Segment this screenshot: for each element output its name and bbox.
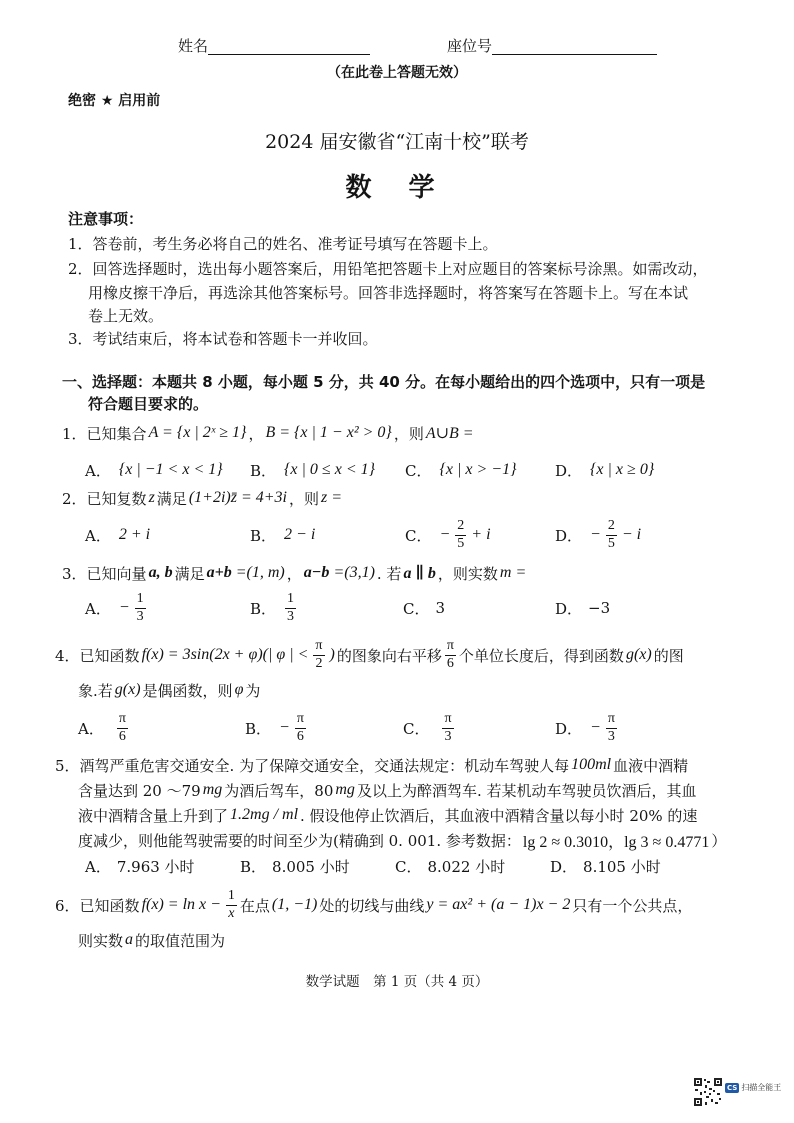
fraction: [117, 711, 128, 744]
option-label: A．: [85, 461, 111, 480]
math-expr: A = {x | 2ˣ ≥ 1}: [148, 424, 247, 441]
question-number: 6．: [55, 896, 80, 915]
question-2: [62, 480, 344, 516]
math-expr: =(3,1): [333, 564, 375, 581]
option-b: [250, 517, 317, 553]
instruction-item-2-cont: 用橡皮擦干净后，再选涂其他答案标号。回答非选择题时，将答案写在答题卡上。写在本试: [88, 283, 689, 302]
page-footer: 数学试题 第 1 页（共 4 页）: [305, 974, 489, 990]
option-label: C．: [405, 461, 432, 480]
option-label: D．: [555, 599, 583, 618]
option-c: [395, 848, 505, 884]
option-math: {x | x > −1}: [439, 461, 517, 478]
fraction-numerator: 1: [226, 888, 237, 905]
question-text: 满足: [156, 489, 187, 508]
option-a: [85, 590, 149, 626]
fraction: [606, 518, 617, 551]
option-text: 8.105 小时: [583, 857, 661, 876]
fraction: [455, 518, 466, 551]
question-number: 5．: [55, 756, 80, 775]
fraction-denominator: 3: [607, 728, 615, 744]
math-expr: mg: [335, 781, 355, 798]
option-text: 8.022 小时: [427, 857, 506, 876]
question-text: 满足: [174, 564, 205, 583]
option-label: B．: [240, 857, 267, 876]
secret-mark: 绝密 ★ 启用前: [68, 93, 161, 109]
instruction-item-2-cont2: 卷上无效。: [88, 306, 164, 325]
option-d: [555, 710, 620, 746]
math-expr: B = {x | 1 − x² > 0}: [265, 424, 392, 441]
option-label: A．: [85, 526, 111, 545]
fraction: [135, 591, 146, 624]
math-expr: g(x): [625, 646, 652, 663]
option-label: B．: [250, 461, 277, 480]
fraction-denominator: 3: [136, 608, 144, 624]
question-text: 是偶函数，则: [142, 681, 233, 700]
question-text: 处的切线与曲线: [319, 896, 425, 915]
question-text: 酒驾严重危害交通安全. 为了保障交通安全，交通法规定：机动车驾驶人每: [79, 756, 570, 775]
option-label: B．: [245, 719, 272, 738]
question-4-cont: [78, 672, 260, 708]
option-b: [240, 848, 350, 884]
math-expr: ): [329, 646, 335, 663]
option-math: 2 + i: [118, 526, 151, 543]
option-d: [555, 517, 643, 553]
option-label: A．: [85, 857, 111, 876]
question-text: 只有一个公共点，: [572, 896, 693, 915]
option-label: C．: [405, 526, 432, 545]
question-4-options: [0, 710, 794, 746]
option-math: 3: [435, 599, 446, 617]
math-expr: y = ax² + (a − 1)x − 2: [426, 896, 571, 913]
qr-code-icon: [693, 1077, 723, 1107]
math-expr: (1+2i)z̄ = 4+3i: [188, 489, 287, 506]
math-expr: a: [125, 931, 134, 948]
fraction-numerator: π: [295, 711, 306, 728]
math-expr: f(x) = ln x −: [141, 896, 221, 913]
question-text: ，: [248, 424, 264, 443]
option-sign: −: [590, 526, 601, 543]
question-text: 已知函数: [79, 896, 140, 915]
fraction-numerator: 1: [135, 591, 146, 608]
fraction-denominator: 2: [315, 655, 323, 671]
section-heading-cont: 符合题目要求的。: [88, 394, 209, 413]
question-text: 及以上为醉酒驾车. 若某机动车驾驶员饮酒后，其血: [356, 781, 697, 800]
fraction-numerator: π: [442, 711, 453, 728]
option-b: [245, 710, 309, 746]
question-text: . 假设他停止饮酒后，其血液中酒精含量以每小时 20% 的速: [300, 806, 698, 825]
option-text: 7.963 小时: [116, 857, 195, 876]
question-number: 1．: [62, 424, 87, 443]
seat-underline: [492, 36, 657, 55]
math-expr: φ: [234, 681, 244, 698]
fraction-numerator: 2: [455, 518, 466, 535]
question-text: 为酒后驾车，80: [224, 781, 334, 800]
question-text: 个单位长度后，得到函数: [458, 646, 624, 665]
option-sign: −: [118, 599, 130, 616]
option-b: [250, 590, 299, 626]
option-math: + i: [471, 526, 491, 543]
fraction-denominator: 5: [607, 535, 615, 551]
option-label: D．: [555, 461, 583, 480]
option-math: − i: [621, 526, 642, 543]
fraction: [445, 638, 456, 671]
question-number: 4．: [55, 646, 80, 665]
vector-expr: a+b: [206, 564, 232, 581]
invalid-notice: （在此卷上答题无效）: [327, 65, 467, 81]
fraction: [226, 888, 237, 921]
math-expr: mg: [202, 781, 223, 798]
question-text: 已知复数: [86, 489, 147, 508]
question-text: ，则: [288, 489, 319, 508]
subject-title: 数 学: [345, 172, 449, 203]
option-label: C．: [403, 719, 430, 738]
instruction-item-1: 1．答卷前，考生务必将自己的姓名、准考证号填写在答题卡上。: [68, 234, 498, 253]
vector-expr: a ∥ b: [403, 565, 436, 582]
option-label: A．: [85, 599, 111, 618]
option-c: [403, 590, 445, 626]
question-text: 液中酒精含量上升到了: [78, 806, 229, 825]
math-expr: A∪B =: [425, 425, 474, 442]
question-text: ）: [711, 831, 727, 850]
question-text: . 若: [376, 564, 402, 583]
option-text: 8.005 小时: [272, 857, 350, 876]
option-sign: −: [279, 719, 290, 736]
fraction: [285, 591, 296, 624]
scanner-logo-badge: CS: [727, 1083, 738, 1092]
option-d: [555, 590, 610, 626]
option-math: −3: [588, 599, 611, 617]
exam-title: 2024 届安徽省“江南十校”联考: [265, 130, 529, 153]
question-number: 3．: [62, 564, 87, 583]
question-text: 度减少，则他能驾驶需要的时间至少为(精确到 0. 001. 参考数据：: [78, 831, 521, 850]
option-label: D．: [550, 857, 578, 876]
fraction-denominator: 6: [118, 728, 126, 744]
fraction-numerator: π: [606, 711, 617, 728]
fraction: [606, 711, 617, 744]
option-math: {x | −1 < x < 1}: [118, 461, 223, 478]
math-expr: m =: [499, 564, 527, 581]
name-label: 姓名: [178, 36, 209, 55]
scanner-brand: 扫描全能王: [741, 1083, 782, 1092]
fraction-numerator: 1: [285, 591, 296, 608]
question-2-options: [0, 517, 794, 553]
vector-expr: a, b: [148, 564, 173, 581]
question-5-options: [0, 848, 794, 884]
question-text: 的图: [653, 646, 684, 665]
option-label: D．: [555, 719, 583, 738]
section-heading: 一、选择题：本题共 8 小题，每小题 5 分，共 40 分。在每小题给出的四个选项中，只有一项是: [62, 372, 706, 391]
question-1: [62, 415, 476, 451]
fraction: [295, 711, 306, 744]
option-label: C．: [395, 857, 422, 876]
fraction: [442, 711, 453, 744]
math-expr: lg 2 ≈ 0.3010，lg 3 ≈ 0.4771: [522, 833, 710, 851]
option-label: B．: [250, 599, 277, 618]
option-label: D．: [555, 526, 583, 545]
question-text: 含量达到 20 ～79: [78, 781, 201, 800]
question-text: 为: [245, 681, 261, 700]
seat-label: 座位号: [447, 36, 493, 55]
question-text: 则实数: [78, 931, 124, 950]
fraction-denominator: 6: [446, 655, 454, 671]
math-expr: =(1, m): [235, 564, 285, 581]
question-6-cont: [78, 922, 225, 958]
math-expr: 1.2mg / ml: [230, 806, 299, 823]
option-math: {x | 0 ≤ x < 1}: [284, 461, 376, 478]
fraction-denominator: 3: [287, 608, 295, 624]
question-text: 已知向量: [86, 564, 147, 583]
question-3: [62, 555, 528, 591]
option-a: [85, 517, 152, 553]
question-4: [55, 637, 684, 673]
scanner-watermark: [725, 1082, 781, 1093]
option-sign: −: [439, 526, 451, 543]
option-c: [403, 710, 457, 746]
question-text: 已知集合: [86, 424, 147, 443]
fraction-denominator: x: [228, 905, 235, 921]
question-text: ，则: [393, 424, 424, 443]
question-6: [55, 887, 692, 923]
question-text: 在点: [239, 896, 270, 915]
question-number: 2．: [62, 489, 87, 508]
instruction-item-3: 3．考试结束后，将本试卷和答题卡一并收回。: [68, 329, 378, 348]
fraction-numerator: π: [445, 638, 456, 655]
vector-expr: a−b: [303, 564, 330, 581]
fraction: [313, 638, 324, 671]
fraction-numerator: π: [117, 711, 128, 728]
option-math: {x | x ≥ 0}: [590, 461, 655, 478]
option-a: [78, 710, 131, 746]
option-d: [550, 848, 661, 884]
fraction-numerator: π: [313, 638, 324, 655]
option-c: [405, 452, 518, 488]
math-expr: g(x): [114, 681, 141, 698]
question-text: 的图象向右平移: [336, 646, 442, 665]
fraction-denominator: 3: [444, 728, 452, 744]
option-label: C．: [403, 599, 430, 618]
option-label: A．: [78, 719, 104, 738]
math-expr: 100ml: [571, 756, 612, 773]
question-text: 血液中酒精: [613, 756, 689, 775]
qr-code-graphic: [693, 1077, 723, 1107]
question-3-options: [0, 590, 794, 626]
math-expr: f(x) = 3sin(2x + φ)(| φ | <: [141, 646, 309, 663]
math-expr: z =: [321, 489, 343, 506]
question-text: ，: [286, 564, 302, 583]
math-expr: z: [148, 489, 155, 506]
option-d: [555, 452, 656, 488]
math-expr: (1, −1): [271, 896, 318, 913]
fraction-denominator: 6: [296, 728, 304, 744]
instructions-heading: 注意事项：: [68, 209, 144, 228]
option-math: 2 − i: [284, 526, 316, 543]
question-text: 的取值范围为: [135, 931, 226, 950]
fraction-denominator: 5: [457, 535, 465, 551]
fraction-numerator: 2: [606, 518, 617, 535]
instruction-item-2: 2．回答选择题时，选出每小题答案后，用铅笔把答题卡上对应题目的答案标号涂黑。如需改动，: [68, 259, 708, 278]
question-text: 已知函数: [79, 646, 140, 665]
name-underline: [208, 36, 370, 55]
question-text: ，则实数: [437, 564, 498, 583]
question-text: 象.若: [78, 681, 113, 700]
option-a: [85, 848, 195, 884]
option-label: B．: [250, 526, 277, 545]
option-c: [405, 517, 493, 553]
option-sign: −: [590, 719, 601, 736]
